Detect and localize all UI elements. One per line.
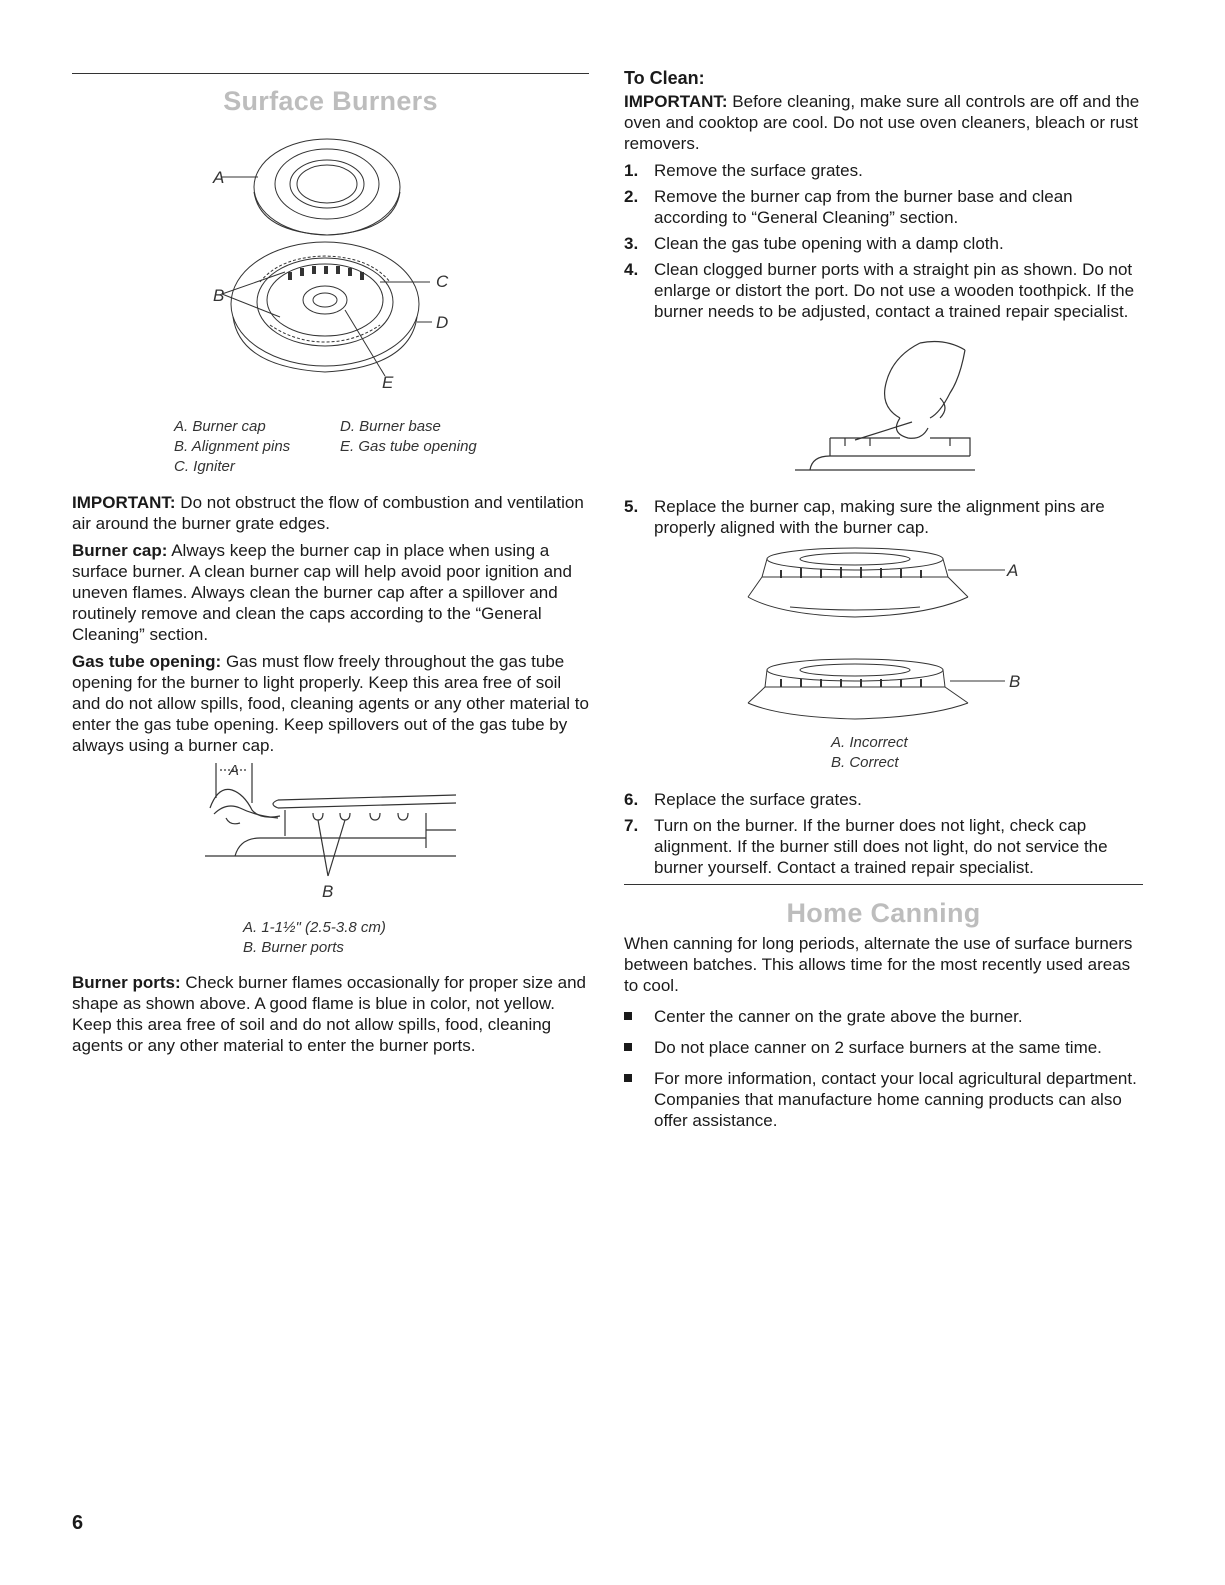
step-text: Replace the burner cap, making sure the alignment pins are properly aligned with the burner cap. bbox=[654, 497, 1105, 537]
important-label: IMPORTANT: bbox=[72, 493, 176, 512]
gas-tube-label: Gas tube opening: bbox=[72, 652, 222, 671]
step-number: 6. bbox=[624, 790, 639, 809]
figure2-caption bbox=[243, 918, 463, 958]
gas-tube-paragraph bbox=[72, 651, 592, 756]
step-text: Turn on the burner. If the burner does not light, check cap alignment. If the burner still does not light, do not service the burner yourself. Contact a trained repair specialist. bbox=[654, 816, 1108, 877]
right-important-paragraph bbox=[624, 91, 1144, 154]
burner-exploded-figure bbox=[200, 132, 470, 402]
figure1-legend-col1 bbox=[174, 417, 334, 477]
step-number: 1. bbox=[624, 161, 639, 180]
burner-cap-label: Burner cap: bbox=[72, 541, 168, 560]
legend-item: A. Burner cap bbox=[174, 418, 266, 435]
list-item bbox=[624, 259, 1144, 322]
step-number: 7. bbox=[624, 816, 639, 835]
right-important-text: Before cleaning, make sure all controls are off and the oven and cooktop are cool. Do not use oven cleaners, bleach or rust removers. bbox=[624, 92, 1140, 153]
burner-ports-text: Check burner flames occasionally for proper size and shape as shown above. A good flame is blue in color, not yellow. Keep this area free of soil and do not allow spills, food, cleaning agents or any other material to enter the burner ports. bbox=[72, 973, 586, 1055]
home-canning-title: Home Canning bbox=[786, 898, 981, 928]
home-canning-block bbox=[624, 933, 1144, 1141]
figure1-callout-b: B bbox=[213, 286, 225, 305]
gas-tube-text: Gas must flow freely throughout the gas tube opening for the burner to light properly. Keep this area free of soil and do not allow spills, food, cleaning agents or any other material to enter the gas tube opening. Keep spillovers out of the gas tube by always using a burner cap. bbox=[72, 652, 589, 755]
figure1-callout-e: E bbox=[382, 373, 394, 392]
figure4-caption bbox=[831, 733, 981, 773]
caption-item: B. Correct bbox=[831, 754, 899, 771]
legend-item: B. Alignment pins bbox=[174, 438, 291, 455]
bullet-icon bbox=[624, 1074, 632, 1082]
figure2-callout-a: A bbox=[229, 762, 240, 779]
caption-item: A. Incorrect bbox=[831, 734, 908, 751]
figure1-callout-d: D bbox=[436, 313, 449, 332]
bullet-text: For more information, contact your local agricultural department. Companies that manufacture home canning products can also offer assistance. bbox=[654, 1069, 1137, 1130]
steps-6-7-block bbox=[624, 789, 1144, 883]
step-number: 4. bbox=[624, 260, 639, 279]
list-item bbox=[624, 1006, 1144, 1027]
step-text: Clean the gas tube opening with a damp cloth. bbox=[654, 234, 1004, 253]
bullet-icon bbox=[624, 1043, 632, 1051]
section-rule-right bbox=[624, 884, 1143, 885]
caption-item: B. Burner ports bbox=[243, 939, 344, 956]
pin-cleaning-figure bbox=[790, 338, 980, 478]
list-item bbox=[624, 1068, 1144, 1131]
legend-item: C. Igniter bbox=[174, 458, 235, 475]
caption-item: A. 1-1½" (2.5-3.8 cm) bbox=[243, 919, 386, 936]
bullet-text: Center the canner on the grate above the burner. bbox=[654, 1007, 1023, 1026]
burner-ports-paragraph bbox=[72, 972, 592, 1056]
list-item bbox=[624, 233, 1144, 254]
figure1-callout-a: A bbox=[213, 168, 225, 187]
figure2-callout-b: B bbox=[322, 882, 334, 901]
step-text: Replace the surface grates. bbox=[654, 790, 862, 809]
final-steps-list bbox=[624, 789, 1144, 878]
step5-block bbox=[624, 496, 1144, 543]
cap-alignment-figure bbox=[740, 545, 1030, 725]
cleaning-steps-list bbox=[624, 160, 1144, 322]
step-text: Remove the surface grates. bbox=[654, 161, 863, 180]
left-body-upper bbox=[72, 492, 592, 762]
legend-item: D. Burner base bbox=[340, 418, 441, 435]
step-text: Remove the burner cap from the burner base and clean according to “General Cleaning” section. bbox=[654, 187, 1073, 227]
figure4-callout-a: A bbox=[1007, 561, 1019, 580]
step5-list bbox=[624, 496, 1144, 538]
right-body-upper bbox=[624, 91, 1144, 327]
important-text: Do not obstruct the flow of combustion and ventilation air around the burner grate edges. bbox=[72, 493, 584, 533]
legend-item: E. Gas tube opening bbox=[340, 438, 477, 455]
burner-cap-text: Always keep the burner cap in place when using a surface burner. A clean burner cap will help avoid poor ignition and uneven flames. Always clean the burner cap after a spillover and routinely remove and clean the caps according to the “General Cleaning” section. bbox=[72, 541, 572, 644]
list-item bbox=[624, 1037, 1144, 1058]
list-item bbox=[624, 186, 1144, 228]
list-item bbox=[624, 160, 1144, 181]
figure4-callout-b: B bbox=[1009, 672, 1021, 691]
canning-bullets bbox=[624, 1006, 1144, 1131]
bullet-icon bbox=[624, 1012, 632, 1020]
step-number: 2. bbox=[624, 187, 639, 206]
figure1-callout-c: C bbox=[436, 272, 449, 291]
step-number: 3. bbox=[624, 234, 639, 253]
step-text: Clean clogged burner ports with a straight pin as shown. Do not enlarge or distort the port. Do not use a wooden toothpick. If the burner needs to be adjusted, contact a trained repair specialist. bbox=[654, 260, 1135, 321]
burner-ports-label: Burner ports: bbox=[72, 973, 181, 992]
canning-intro: When canning for long periods, alternate the use of surface burners between batches. This allows time for the most recently used areas to cool. bbox=[624, 934, 1133, 995]
figure1-legend-col2 bbox=[340, 417, 520, 457]
surface-burners-title: Surface Burners bbox=[223, 86, 438, 116]
right-important-label: IMPORTANT: bbox=[624, 92, 728, 111]
page-number: 6 bbox=[72, 1512, 84, 1534]
to-clean-heading: To Clean: bbox=[624, 68, 705, 88]
list-item bbox=[624, 789, 1144, 810]
burner-cap-paragraph bbox=[72, 540, 592, 645]
list-item bbox=[624, 496, 1144, 538]
bullet-text: Do not place canner on 2 surface burners at the same time. bbox=[654, 1038, 1102, 1057]
step-number: 5. bbox=[624, 497, 639, 516]
important-paragraph bbox=[72, 492, 592, 534]
list-item bbox=[624, 815, 1144, 878]
top-rule-left bbox=[72, 73, 589, 74]
